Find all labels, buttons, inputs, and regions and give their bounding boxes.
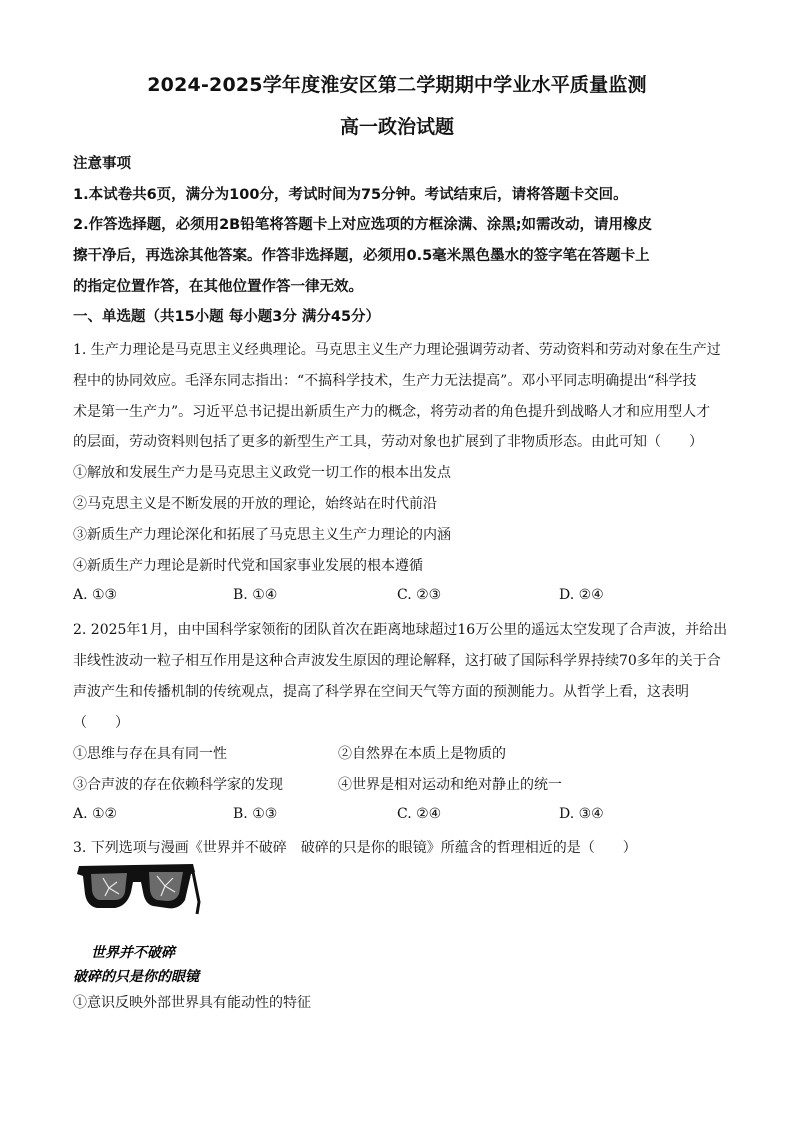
q1-statement: ③新质生产力理论深化和拓展了马克思主义生产力理论的内涵 (73, 527, 451, 543)
q2-option-c[interactable]: C. ②④ (397, 806, 442, 822)
cartoon-broken-glasses (73, 858, 223, 988)
q2-stem-line: 声波产生和传播机制的传统观点，提高了科学界在空间天气等方面的预测能力。从哲学上看，这表明 (73, 684, 689, 700)
cartoon-caption-line-2: 破碎的只是你的眼镜 (73, 969, 199, 985)
q2-option-d[interactable]: D. ③④ (559, 806, 604, 822)
exam-title: 2024-2025学年度淮安区第二学期期中学业水平质量监测 (147, 74, 647, 96)
q2-option-b[interactable]: B. ①③ (233, 806, 278, 822)
section-heading: 一、单选题（共15小题 每小题3分 满分45分） (73, 309, 381, 325)
notice-item-2: 2.作答选择题，必须用2B铅笔将答题卡上对应选项的方框涂满、涂黑;如需改动，请用橡皮 (73, 217, 653, 233)
q2-stem-line: （ ） (73, 715, 129, 731)
q1-stem-line: 术是第一生产力”。习近平总书记提出新质生产力的概念，将劳动者的角色提升到战略人才和应用型人才 (73, 404, 711, 420)
q2-stem-line: 非线性波动一粒子相互作用是这种合声波发生原因的理论解释，这打破了国际科学界持续70多年的关于合 (73, 653, 721, 669)
exam-subtitle: 高一政治试题 (339, 116, 454, 138)
q1-stem-line: 程中的协同效应。毛泽东同志指出：“不搞科学技术，生产力无法提高”。邓小平同志明确提出“科学技 (73, 373, 697, 389)
q1-option-d[interactable]: D. ②④ (559, 587, 604, 603)
notice-item-1: 1.本试卷共6页，满分为100分，考试时间为75分钟。考试结束后，请将答题卡交回。 (73, 187, 628, 203)
notice-item-2-cont: 擦干净后，再选涂其他答案。作答非选择题，必须用0.5毫米黑色墨水的签字笔在答题卡上 (73, 248, 650, 264)
q2-statement: ③合声波的存在依赖科学家的发现 (73, 777, 283, 793)
notice-heading: 注意事项 (73, 156, 131, 172)
q2-statement: ②自然界在本质上是物质的 (338, 746, 506, 762)
notice-item-2-end: 的指定位置作答，在其他位置作答一律无效。 (73, 279, 363, 295)
broken-glasses-icon (73, 858, 203, 920)
q1-statement: ②马克思主义是不断发展的开放的理论，始终站在时代前沿 (73, 496, 437, 512)
q2-option-a[interactable]: A. ①② (73, 806, 118, 822)
q2-statement: ④世界是相对运动和绝对静止的统一 (338, 777, 562, 793)
q2-stem-line: 2. 2025年1月，由中国科学家领衔的团队首次在距离地球超过16万公里的遥远太空发现了合声波，并给出 (73, 622, 728, 638)
q2-statement: ①思维与存在具有同一性 (73, 746, 227, 762)
q1-stem-line: 1. 生产力理论是马克思主义经典理论。马克思主义生产力理论强调劳动者、劳动资料和劳动对象在生产过 (73, 342, 721, 358)
q3-stem: 3. 下列选项与漫画《世界并不破碎 破碎的只是你的眼镜》所蕴含的哲理相近的是（ ） (73, 840, 637, 856)
q1-statement: ①解放和发展生产力是马克思主义政党一切工作的根本出发点 (73, 465, 451, 481)
q3-statement: ①意识反映外部世界具有能动性的特征 (73, 995, 311, 1011)
cartoon-caption-line-1: 世界并不破碎 (91, 945, 175, 961)
q1-statement: ④新质生产力理论是新时代党和国家事业发展的根本遵循 (73, 558, 423, 574)
q1-option-b[interactable]: B. ①④ (233, 587, 278, 603)
q1-stem-line: 的层面，劳动资料则包括了更多的新型生产工具，劳动对象也扩展到了非物质形态。由此可知（ ） (73, 434, 703, 450)
q1-option-a[interactable]: A. ①③ (73, 587, 118, 603)
q1-option-c[interactable]: C. ②③ (397, 587, 442, 603)
